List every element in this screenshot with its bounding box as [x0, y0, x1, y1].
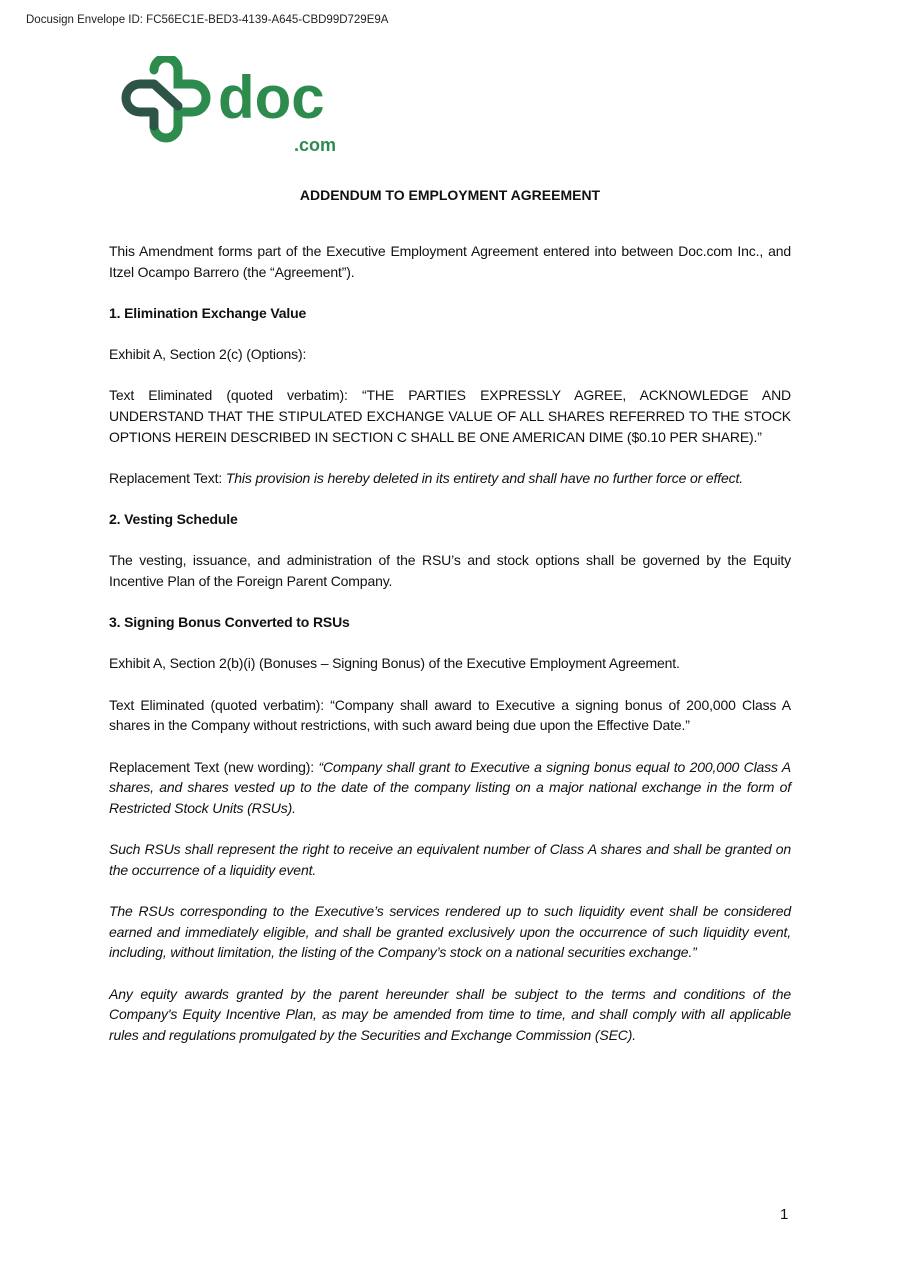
section-3-earned-paragraph: The RSUs corresponding to the Executive’s services rendered up to such liquidity event shall be considered earned and immediately eligible, and shall be granted exclusively upon the occurrence of such liquidity event, including, without limitation, the listing of the Company’s stock on a national securities exchange.” [109, 903, 791, 961]
replacement-label: Replacement Text: [109, 469, 226, 486]
page-number: 1 [780, 1206, 789, 1223]
intro-paragraph: This Amendment forms part of the Executive Employment Agreement entered into between Doc.com Inc., and Itzel Ocampo Barrero (the “Agreement”). [109, 243, 791, 280]
section-3-rsu-paragraph: Such RSUs shall represent the right to receive an equivalent number of Class A shares and shall be granted on the occurrence of a liquidity event. [109, 841, 791, 878]
section-1-replacement [109, 468, 791, 489]
section-2-heading: 2. Vesting Schedule [109, 511, 238, 528]
document-title: ADDENDUM TO EMPLOYMENT AGREEMENT [299, 187, 601, 203]
replacement-text: “Company shall grant to Executive a signing bonus equal to 200,000 Class A shares, and shares vested up to the date of the company listing on a major national exchange in the form of Restricted Stock Units (RSUs). [109, 758, 791, 816]
document-body [109, 241, 791, 1066]
section-3-replacement [109, 757, 791, 819]
section-3-equity-paragraph: Any equity awards granted by the parent hereunder shall be subject to the terms and conditions of the Company's Equity Incentive Plan, as may be amended from time to time, and shall comply with all applicable rules and regulations promulgated by the Securities and Exchange Commission (SEC). [109, 985, 791, 1044]
section-3-eliminated-text: Text Eliminated (quoted verbatim): “Company shall award to Executive a signing bonus of 200,000 Class A shares in the Company without restrictions, with such award being due upon the Effective Date.” [109, 696, 791, 734]
section-1-eliminated-text: Text Eliminated (quoted verbatim): “THE PARTIES EXPRESSLY AGREE, ACKNOWLEDGE AND UNDERSTAND THAT THE STIPULATED EXCHANGE VALUE OF ALL SHARES REFERRED TO THE STOCK OPTIONS HEREIN DESCRIBED IN SECTION C SHALL BE ONE AMERICAN DIME ($0.10 PER SHARE).” [109, 387, 791, 445]
svg-text:doc: doc [218, 64, 325, 131]
section-3-heading: 3. Signing Bonus Converted to RSUs [109, 614, 350, 631]
section-1-heading: 1. Elimination Exchange Value [109, 304, 307, 321]
replacement-label: Replacement Text (new wording): [109, 758, 319, 775]
section-3-reference: Exhibit A, Section 2(b)(i) (Bonuses – Signing Bonus) of the Executive Employment Agreement. [109, 655, 680, 672]
replacement-text: This provision is hereby deleted in its entirety and shall have no further force or effect. [225, 469, 743, 486]
doc-com-logo [114, 56, 359, 156]
section-1-reference: Exhibit A, Section 2(c) (Options): [109, 346, 307, 363]
section-2-text: The vesting, issuance, and administration of the RSU’s and stock options shall be governed by the Equity Incentive Plan of the Foreign Parent Company. [109, 552, 791, 590]
svg-text:.com: .com [294, 135, 337, 155]
envelope-id: Docusign Envelope ID: FC56EC1E-BED3-4139-A645-CBD99D729E9A [26, 14, 389, 26]
logo-cross-icon [114, 56, 359, 156]
